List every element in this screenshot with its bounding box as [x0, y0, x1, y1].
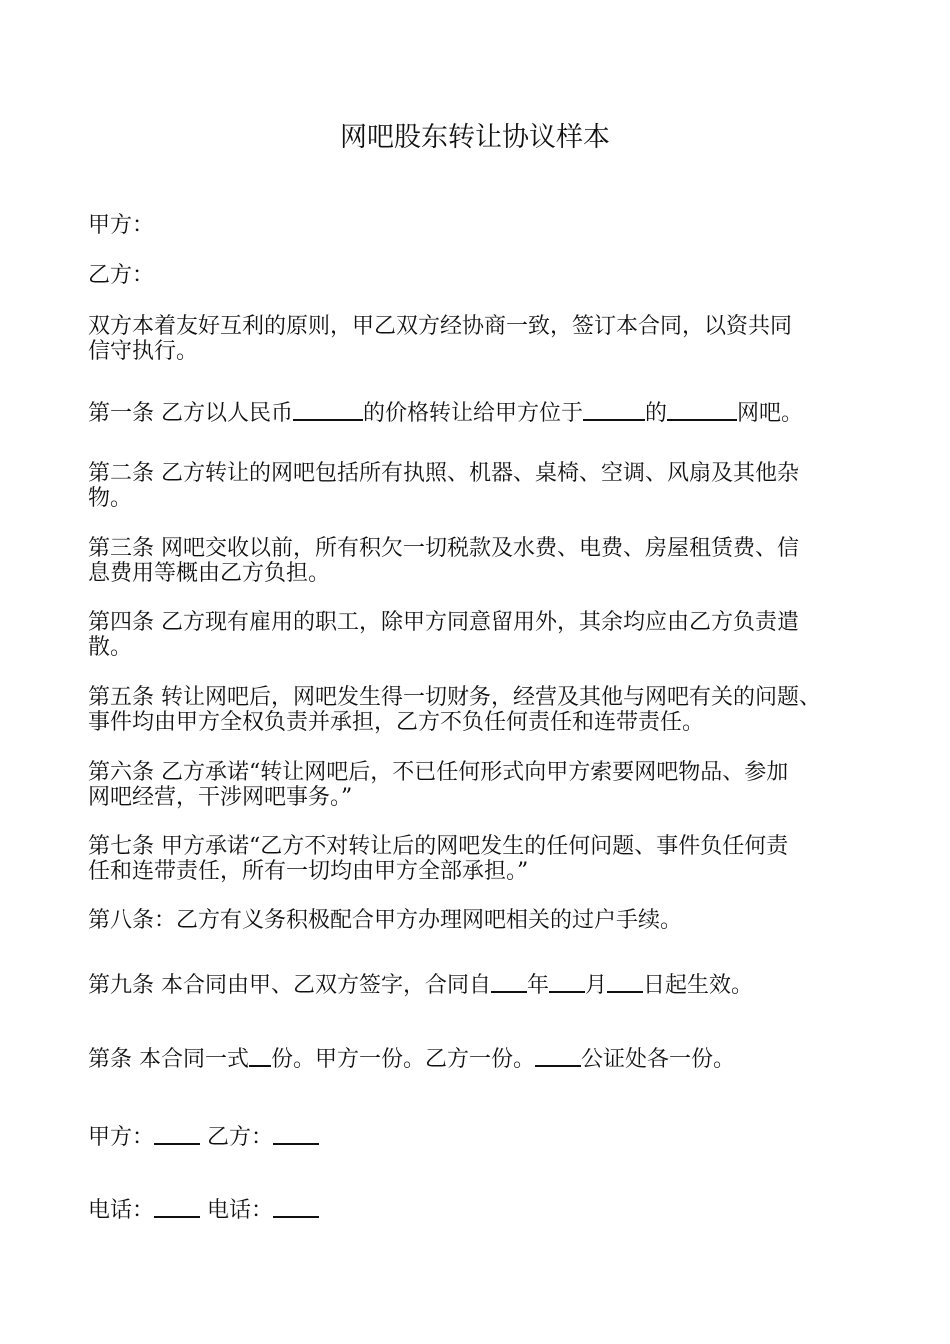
intro-paragraph: [88, 314, 878, 364]
article-10-mid1: 份。甲方一份。乙方一份。: [271, 1047, 536, 1072]
article-6-line-2: 网吧经营，干涉网吧事务。”: [88, 785, 353, 810]
article-5: [88, 685, 878, 735]
article-6-line-1: 第六条 乙方承诺“转让网吧后，不已任何形式向甲方索要网吧物品、参加: [88, 760, 789, 785]
article-2: [88, 461, 878, 511]
signature-line: [88, 1122, 878, 1150]
phone-b-label: 电话：: [207, 1198, 274, 1223]
article-10-prefix: 第条 本合同一式: [88, 1047, 249, 1072]
article-5-line-2: 事件均由甲方全权负责并承担，乙方不负任何责任和连带责任。: [88, 710, 705, 735]
phone-a-label: 电话：: [88, 1198, 155, 1223]
party-a-signature-blank: [154, 1123, 200, 1145]
month-blank: [549, 971, 585, 993]
signature-party-b-label: 乙方：: [207, 1125, 274, 1150]
phone-line: [88, 1195, 878, 1223]
signature-party-a-label: 甲方：: [88, 1125, 155, 1150]
article-4: [88, 610, 878, 660]
article-10: [88, 1044, 878, 1072]
day-blank: [607, 971, 643, 993]
article-1-mid1: 的价格转让给甲方位于: [363, 401, 584, 426]
article-4-line-1: 第四条 乙方现有雇用的职工，除甲方同意留用外，其余均应由乙方负责遣: [88, 610, 799, 635]
intro-line-2: 信守执行。: [88, 339, 199, 364]
article-3-line-1: 第三条 网吧交收以前，所有积欠一切税款及水费、电费、房屋租赁费、信: [88, 536, 799, 561]
article-7-line-1: 第七条 甲方承诺“乙方不对转让后的网吧发生的任何问题、事件负任何责: [88, 834, 789, 859]
location-blank: [583, 399, 645, 421]
article-1-mid2: 的: [645, 401, 668, 426]
party-b-signature-blank: [273, 1123, 319, 1145]
copies-blank: [249, 1045, 271, 1067]
article-10-suffix: 公证处各一份。: [581, 1047, 736, 1072]
article-7-line-2: 任和连带责任，所有一切均由甲方全部承担。”: [88, 859, 529, 884]
article-2-line-1: 第二条 乙方转让的网吧包括所有执照、机器、桌椅、空调、风扇及其他杂: [88, 461, 799, 486]
article-3-line-2: 息费用等概由乙方负担。: [88, 561, 331, 586]
article-8: 第八条：乙方有义务积极配合甲方办理网吧相关的过户手续。: [88, 908, 683, 933]
article-1-prefix: 第一条 乙方以人民币: [88, 401, 293, 426]
article-9-prefix: 第九条 本合同由甲、乙双方签字，合同自: [88, 973, 491, 998]
year-blank: [491, 971, 527, 993]
document-title: 网吧股东转让协议样本: [340, 122, 610, 153]
intro-line-1: 双方本着友好互利的原则，甲乙双方经协商一致，签订本合同，以资共同: [88, 314, 793, 339]
price-blank: [293, 399, 363, 421]
article-9-suffix: 日起生效。: [643, 973, 754, 998]
article-9-year: 年: [527, 973, 550, 998]
article-1-suffix: 网吧。: [737, 401, 804, 426]
cafe-name-blank: [667, 399, 737, 421]
article-3: [88, 536, 878, 586]
article-4-line-2: 散。: [88, 635, 133, 660]
article-2-line-2: 物。: [88, 486, 133, 511]
phone-a-blank: [154, 1196, 200, 1218]
party-b-line: 乙方：: [88, 263, 155, 288]
article-1: [88, 398, 878, 426]
article-9: [88, 970, 878, 998]
article-6: [88, 760, 878, 810]
article-9-month: 月: [585, 973, 608, 998]
article-7: [88, 834, 878, 884]
party-a-line: 甲方：: [88, 213, 155, 238]
phone-b-blank: [273, 1196, 319, 1218]
article-5-line-1: 第五条 转让网吧后，网吧发生得一切财务，经营及其他与网吧有关的问题、: [88, 685, 821, 710]
notary-blank: [535, 1045, 581, 1067]
